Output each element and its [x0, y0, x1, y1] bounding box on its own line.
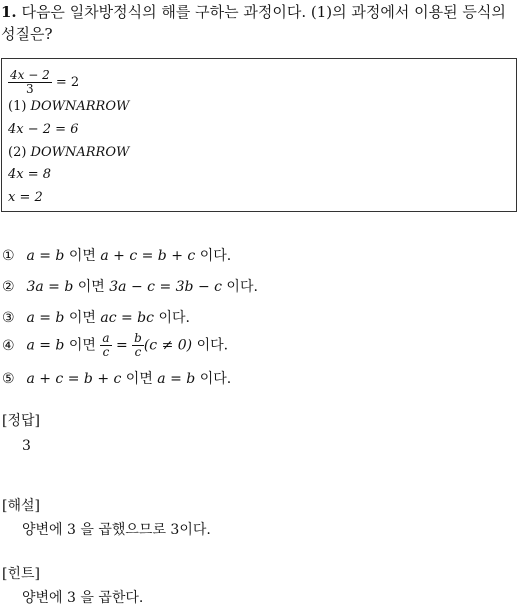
question-line-1	[1, 2, 506, 22]
choice-4-equals: =	[111, 337, 133, 354]
choice-4-mark: ④	[2, 337, 15, 354]
question-number: 1.	[1, 3, 17, 21]
answer-value: 3	[22, 438, 31, 454]
question-text-1: 다음은 일차방정식의 해를 구하는 과정이다. (1)의 과정에서 이용된 등식의	[21, 3, 506, 21]
choice-5-conclusion: a = b	[157, 371, 196, 387]
step-1-label: (1)	[8, 99, 31, 114]
hint-text: 양변에 3 을 곱한다.	[22, 590, 144, 606]
choice-4-fraction-a	[100, 332, 111, 359]
box-equation-2: 4x − 2 = 6	[8, 122, 79, 137]
question-line-2	[1, 24, 53, 44]
choice-4[interactable]	[2, 332, 228, 359]
equation-fraction	[8, 69, 52, 96]
choice-5-mark: ⑤	[2, 371, 15, 387]
choice-1-mark: ①	[2, 248, 15, 264]
hint-label: [힌트]	[2, 566, 40, 582]
choice-1-premise: a = b	[26, 248, 65, 264]
choice-1-end: 이다.	[199, 248, 232, 264]
choice-2[interactable]	[2, 278, 258, 296]
box-equation-3: 4x = 8	[8, 167, 52, 182]
choice-4-end: 이다.	[196, 337, 229, 354]
fraction-b-denominator: c	[134, 345, 142, 359]
choice-3-end: 이다.	[158, 310, 190, 326]
choice-2-mark: ②	[2, 279, 15, 295]
box-equation-1	[8, 69, 79, 96]
answer-label: [정답]	[2, 413, 40, 429]
fraction-numerator: 4x − 2	[10, 68, 50, 82]
choice-2-premise: 3a = b	[26, 279, 74, 295]
choice-4-connector: 이면	[68, 337, 101, 354]
choice-1-connector: 이면	[68, 248, 101, 264]
fraction-a-numerator: a	[102, 331, 110, 345]
explanation-label: [해설]	[2, 498, 40, 514]
choice-3-conclusion: ac = bc	[100, 310, 154, 326]
box-equation-4: x = 2	[8, 190, 43, 205]
box-step-1	[8, 99, 129, 115]
equation-1-rhs: = 2	[51, 75, 80, 90]
choice-5-premise: a + c = b + c	[26, 371, 122, 387]
choice-3-mark: ③	[2, 310, 15, 326]
choice-2-end: 이다.	[226, 279, 258, 295]
choice-3-connector: 이면	[68, 310, 101, 326]
box-step-2	[8, 145, 129, 161]
step-2-arrow-text: DOWNARROW	[30, 145, 130, 160]
choice-5[interactable]	[2, 370, 231, 388]
choice-5-end: 이다.	[199, 371, 232, 387]
choice-2-conclusion: 3a − c = 3b − c	[109, 279, 222, 295]
question-text-2: 성질은?	[1, 25, 53, 43]
explanation-text: 양변에 3 을 곱했으므로 3이다.	[22, 522, 211, 538]
step-2-label: (2)	[8, 145, 31, 160]
choice-5-connector: 이면	[125, 371, 158, 387]
choice-1-conclusion: a + c = b + c	[100, 248, 196, 264]
fraction-denominator: 3	[26, 82, 34, 96]
step-1-arrow-text: DOWNARROW	[30, 99, 130, 114]
solution-process-box	[1, 58, 517, 212]
choice-2-connector: 이면	[77, 279, 110, 295]
fraction-a-denominator: c	[102, 345, 110, 359]
choice-3[interactable]	[2, 309, 190, 327]
choice-4-fraction-b	[132, 332, 144, 359]
choice-3-premise: a = b	[26, 310, 65, 326]
choice-1[interactable]	[2, 247, 231, 265]
choice-4-premise: a = b	[26, 337, 65, 354]
fraction-b-numerator: b	[134, 331, 142, 345]
choice-4-condition: (c ≠ 0)	[143, 337, 193, 354]
